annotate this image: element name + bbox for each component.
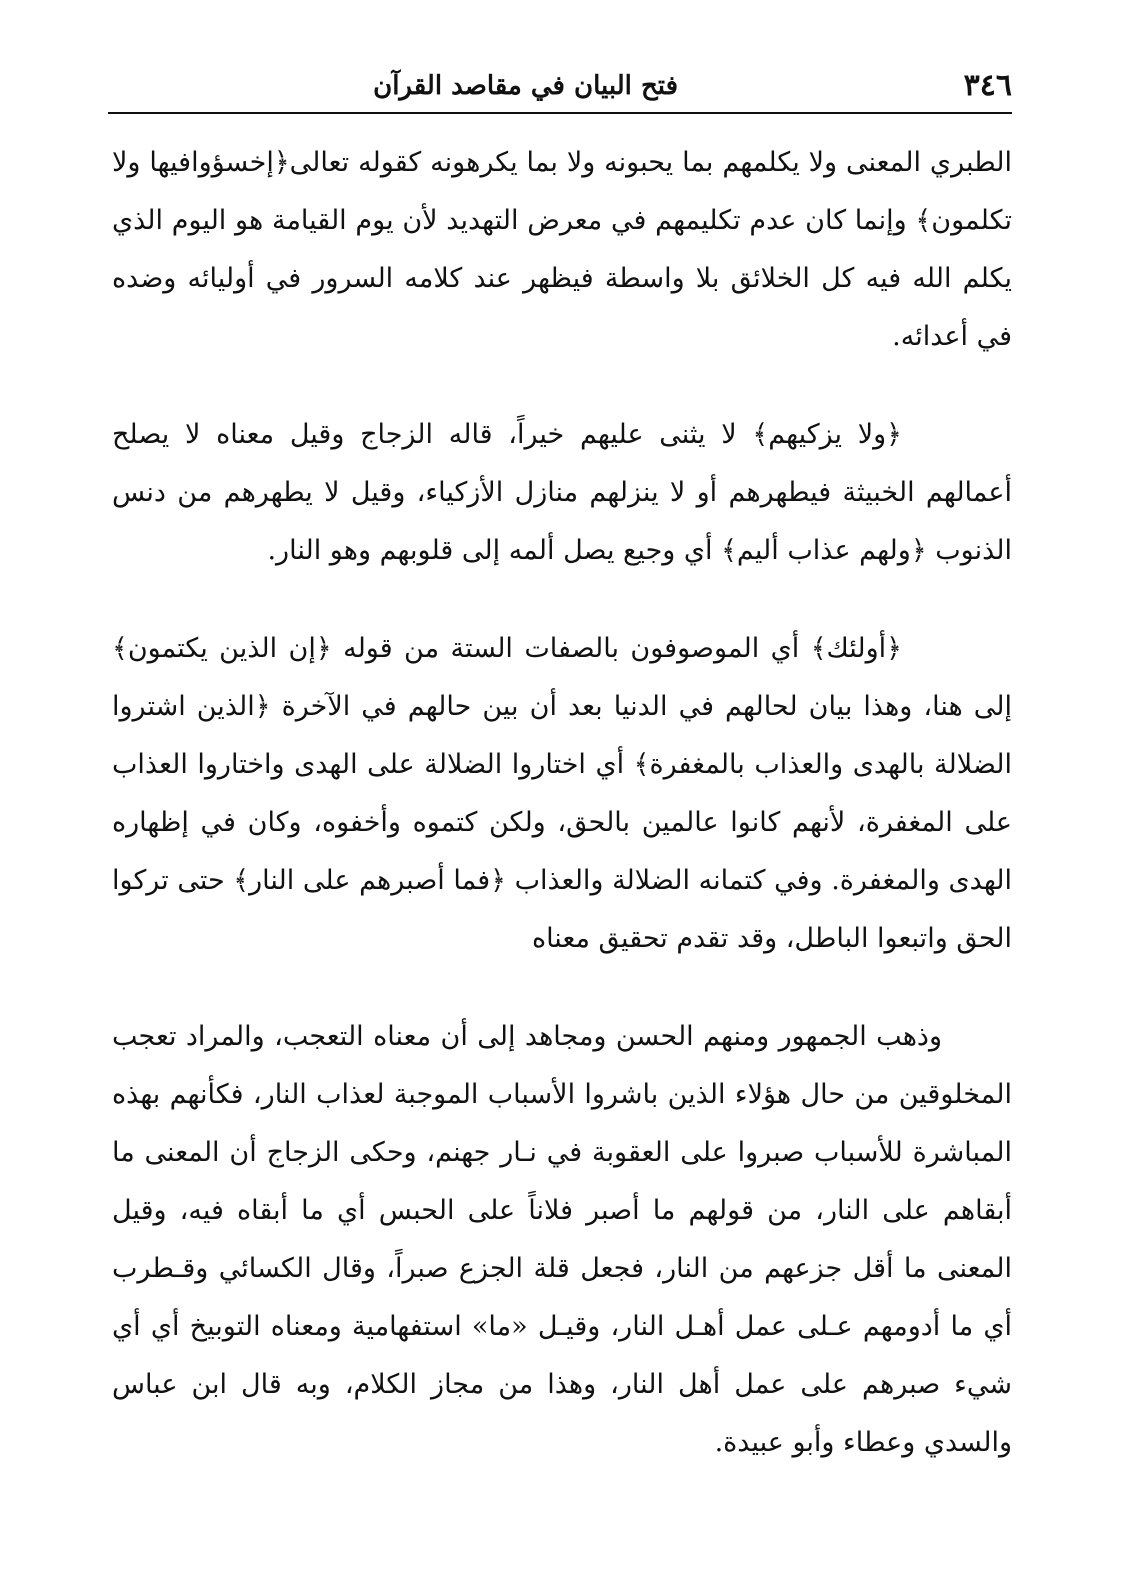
page-header xyxy=(108,66,1012,106)
running-title: فتح البيان في مقاصد القرآن xyxy=(373,71,678,101)
paragraph-1: الطبري المعنى ولا يكلمهم بما يحبونه ولا بما يكرهونه كقوله تعالى﴿إخسؤوافيها ولا تكلمون﴾ وإنما كان عدم تكليمهم في معرض التهديد لأن يوم القيامة هو اليوم الذي يكلم الله فيه كل الخلائق بلا واسطة فيظهر عند كلامه السرور في أوليائه وضده في أعدائه. xyxy=(112,147,1012,352)
paragraph-2: ﴿ولا يزكيهم﴾ لا يثنى عليهم خيراً، قاله الزجاج وقيل معناه لا يصلح أعمالهم الخبيثة فيطهرهم أو لا ينزلهم منازل الأزكياء، وقيل لا يطهرهم من دنس الذنوب ﴿ولهم عذاب أليم﴾ أي وجيع يصل ألمه إلى قلوبهم وهو النار. xyxy=(112,419,1012,566)
page-body xyxy=(112,134,1012,1472)
paragraph-3: ﴿أولئك﴾ أي الموصوفون بالصفات الستة من قوله ﴿إن الذين يكتمون﴾ إلى هنا، وهذا بيان لحالهم في الدنيا بعد أن بين حالهم في الآخرة ﴿الذين اشتروا الضلالة بالهدى والعذاب بالمغفرة﴾ أي اختاروا الضلالة على الهدى واختاروا العذاب على المغفرة، لأنهم كانوا عالمين بالحق، ولكن كتموه وأخفوه، وكان في إظهاره الهدى والمغفرة. وفي كتمانه الضلالة والعذاب ﴿فما أصبرهم على النار﴾ حتى تركوا الحق واتبعوا الباطل، وقد تقدم تحقيق معناه xyxy=(112,633,1012,954)
header-divider xyxy=(108,112,1012,114)
paragraph-4: وذهب الجمهور ومنهم الحسن ومجاهد إلى أن معناه التعجب، والمراد تعجب المخلوقين من حال هؤلاء الذين باشروا الأسباب الموجبة لعذاب النار، فكأنهم بهذه المباشرة للأسباب صبروا على العقوبة في نـار جهنم، وحكى الزجاج أن المعنى ما أبقاهم على النار، من قولهم ما أصبر فلاناً على الحبس أي ما أبقاه فيه، وقيل المعنى ما أقل جزعهم من النار، فجعل قلة الجزع صبراً، وقال الكسائي وقـطرب أي ما أدومهم عـلى عمل أهـل النار، وقيـل «ما» استفهامية ومعناه التوبيخ أي أي شيء صبرهم على عمل أهل النار، وهذا من مجاز الكلام، وبه قال ابن عباس والسدي وعطاء وأبو عبيدة. xyxy=(112,1021,1012,1458)
page-number: ٣٤٦ xyxy=(963,68,1012,103)
